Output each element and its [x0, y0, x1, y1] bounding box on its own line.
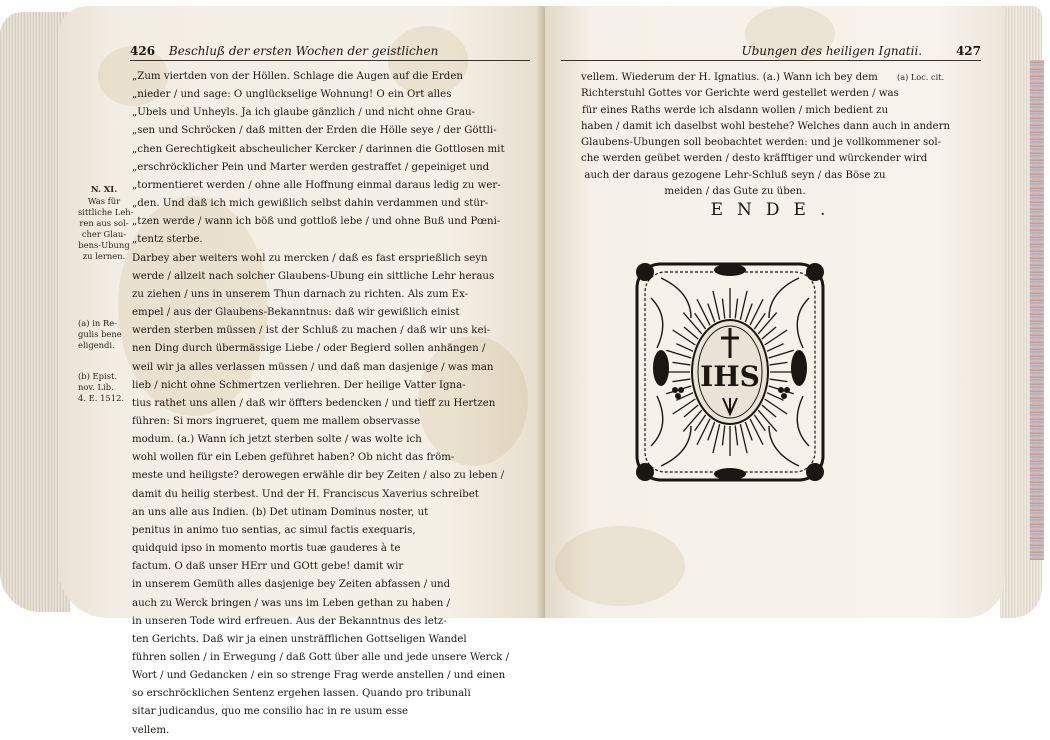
- sun-ray: [697, 419, 710, 445]
- text-line: factum. O daß unser HErr und GOtt gebe! damit wir: [132, 561, 404, 573]
- text-line: „tzen werde / wann ich böß und gottloß lebe / und ohne Buß und Pœni-: [132, 216, 501, 228]
- sun-ray: [683, 313, 701, 334]
- margin-note-line: N. XI.: [90, 184, 118, 194]
- margin-note-footnote-b: [78, 371, 130, 404]
- margin-note-line: sittliche Leh-: [78, 207, 134, 217]
- sun-ray: [666, 350, 691, 358]
- text-line: Darbey aber weiters wohl zu mercken / daß es fast ersprießlich seyn: [132, 252, 488, 264]
- text-line: für eines Raths werde ich alsdann wollen / mich bedient zu: [581, 104, 889, 116]
- text-line: sitar judicandus, quo me consilio hac in re usum esse: [132, 706, 409, 718]
- sun-ray: [676, 344, 693, 352]
- left-page: [58, 6, 545, 736]
- text-line: werden sterben müssen / ist der Schluß zu machen / daß wir uns kei-: [132, 325, 491, 337]
- sun-ray: [740, 424, 747, 453]
- margin-note-line: zu lernen.: [82, 251, 126, 261]
- margin-note-line: (a) in Re-: [78, 318, 118, 328]
- running-head-right: [561, 44, 981, 61]
- page-number-left: 426: [130, 44, 156, 58]
- text-line: „den. Und daß ich mich gewißlich selbst dahin verdammen und stür-: [132, 198, 489, 210]
- text-line: penitus in animo tuo sentias, ac simul factis exequaris,: [132, 524, 416, 536]
- sun-ray: [750, 299, 763, 325]
- sun-ray: [765, 399, 788, 414]
- text-line: an uns alle aus Indien. (b) Det utinam Dominus noster, ut: [132, 506, 429, 518]
- text-line: „Zum viertden von der Höllen. Schlage die Augen auf die Erden: [132, 71, 463, 82]
- sun-ray: [770, 362, 788, 365]
- text-line: vellem.: [132, 724, 170, 736]
- text-line: führen sollen / in Erwegung / daß Gott über alle und jede unsere Werck /: [132, 652, 510, 663]
- text-line: „erschröcklicher Pein und Marter werden gestraffet / gepeiniget und: [132, 161, 490, 173]
- sun-ray: [762, 405, 776, 417]
- sun-ray: [684, 405, 698, 417]
- text-line: empel / aus der Glaubens-Bekanntnus: daß wir gewißlich einist: [132, 307, 460, 319]
- sun-ray: [722, 426, 724, 446]
- sun-ray: [708, 304, 715, 322]
- running-head-title-right: Ubungen des heiligen Ignatii.: [741, 44, 923, 58]
- sun-ray: [769, 350, 794, 358]
- margin-note-line: nov. Lib.: [78, 382, 114, 392]
- margin-note-line: eligendi.: [78, 340, 115, 350]
- sun-ray: [673, 399, 696, 414]
- sun-ray: [765, 330, 788, 345]
- margin-note-line: (b) Epist.: [78, 371, 118, 381]
- sun-ray: [683, 410, 701, 431]
- margin-note-line: ren aus sol-: [79, 218, 129, 228]
- text-line: meiden / das Gute zu üben.: [664, 186, 806, 198]
- sun-ray: [735, 426, 737, 446]
- text-line: quidquid ipso in momento mortis tuæ gauderes à te: [132, 543, 401, 555]
- text-line: Wort / und Gedancken / ein so strenge Frag werde anstellen / und einen: [132, 670, 506, 682]
- margin-note-line: gulis bene: [78, 329, 122, 339]
- page-number-right: 427: [955, 44, 981, 58]
- text-line: so erschröcklichen Sentenz ergehen lassen. Quando pro tribunali: [132, 688, 471, 700]
- left-page-text: [132, 68, 530, 740]
- sun-ray: [708, 422, 715, 440]
- sun-ray: [767, 344, 784, 352]
- text-line: ten Gerichts. Daß wir ja einen unsträfflichen Gottseligen Wandel: [132, 633, 467, 645]
- sun-ray: [713, 291, 720, 320]
- sun-ray: [745, 304, 752, 322]
- text-line: in unseren Tode wird erfreuen. Aus der Bekanntnus des letz-: [132, 615, 447, 627]
- text-line: weil wir ja alles verlassen müssen / und daß man dasjenige / was man: [132, 361, 494, 373]
- text-line: nen Ding durch übermässige Liebe / oder Begierd sollen anhängen /: [132, 343, 486, 355]
- text-line: auch der daraus gezogene Lehr-Schluß seyn / das Böse zu: [584, 169, 886, 181]
- margin-note-footnote-a: [78, 318, 130, 351]
- sun-ray: [666, 386, 691, 394]
- text-line: meste und heiligste? derowegen erwähle dir bey Zeiten / also zu leben /: [132, 470, 505, 482]
- text-line: „nieder / und sage: O unglückselige Wohnung! O ein Ort alles: [132, 89, 452, 101]
- text-line: „sen und Schröcken / daß mitten der Erden die Hölle seye / der Göttli-: [132, 125, 497, 137]
- text-line: lieb / nicht ohne Schmertzen verliehren. Der heilige Vatter Igna-: [132, 379, 466, 391]
- ihs-emblem-woodcut: [631, 258, 829, 486]
- text-line: haben / damit ich daselbst wohl bestehe? Welches dann auch in andern: [581, 120, 951, 132]
- sun-ray: [722, 299, 724, 319]
- text-line: „Ubels und Unheyls. Ja ich glaube gänzlich / und nicht ohne Grau-: [132, 107, 475, 119]
- sun-ray: [758, 313, 776, 334]
- ende-heading: ENDE.: [710, 200, 840, 220]
- running-head-left: [130, 44, 530, 61]
- text-line: wohl wollen für ein Leben geführet haben? Ob nicht das fröm-: [132, 452, 455, 464]
- text-line: modum. (a.) Wann ich jetzt sterben solte / was wolte ich: [132, 434, 422, 446]
- text-line: in unserem Gemüth alles dasjenige bey Zeiten abfassen / und: [132, 579, 451, 591]
- margin-note-line: Was für: [87, 196, 121, 206]
- ihs-monogram: IHS: [700, 360, 760, 393]
- water-stain: [555, 526, 685, 606]
- sun-ray: [770, 379, 788, 382]
- text-line: Glaubens-Ubungen soll beobachtet werden: und je vollkommener sol-: [581, 137, 942, 149]
- text-line: „tentz sterbe.: [132, 234, 203, 246]
- sun-ray: [745, 422, 752, 440]
- text-line: auch zu Werck bringen / was uns im Leben gethan zu haben /: [132, 597, 451, 609]
- margin-note-section: [78, 184, 134, 262]
- text-line: führen: Si mors ingrueret, quem me mallem observasse: [132, 415, 421, 427]
- text-line: che werden geübet werden / desto kräfftiger und würckender wird: [581, 153, 928, 165]
- text-line: werde / allzeit nach solcher Glaubens-Ubung ein sittliche Lehr heraus: [132, 270, 495, 282]
- margin-note-line: bens-Ubung: [78, 240, 130, 250]
- sun-ray: [684, 327, 698, 339]
- sun-ray: [762, 327, 776, 339]
- sun-ray: [673, 330, 696, 345]
- sun-ray: [740, 291, 747, 320]
- text-line: tius rathet uns allen / daß wir öffters bedencken / und tieff zu Hertzen: [132, 397, 496, 409]
- sun-ray: [672, 379, 690, 382]
- sun-ray: [735, 299, 737, 319]
- margin-note-line: 4. E. 1512.: [78, 393, 125, 403]
- sun-ray: [672, 362, 690, 365]
- margin-note-loc-cit: (a) Loc. cit.: [897, 72, 945, 82]
- running-head-title-left: Beschluß der ersten Wochen der geistlichen: [168, 44, 439, 58]
- text-line: Richterstuhl Gottes vor Gerichte werd gestellet werden / was: [581, 88, 899, 100]
- text-line: „chen Gerechtigkeit abscheulicher Kercker / darinnen die Gottlosen mit: [132, 143, 505, 155]
- text-line: zu ziehen / uns in unserem Thun darnach zu richten. Als zum Ex-: [132, 288, 469, 300]
- sun-ray: [697, 299, 710, 325]
- sun-ray: [713, 424, 720, 453]
- margin-note-line: cher Glau-: [81, 229, 127, 239]
- sun-ray: [750, 419, 763, 445]
- text-line: „tormentieret werden / ohne alle Hoffnung einmal daraus ledig zu wer-: [132, 179, 501, 191]
- right-page: [545, 6, 1005, 618]
- colored-page-edge: [1030, 60, 1044, 560]
- text-line: damit du heilig sterbest. Und der H. Franciscus Xaverius schreibet: [132, 488, 479, 500]
- text-line: vellem. Wiederum der H. Ignatius. (a.) Wann ich bey dem: [581, 72, 878, 83]
- sun-ray: [758, 410, 776, 431]
